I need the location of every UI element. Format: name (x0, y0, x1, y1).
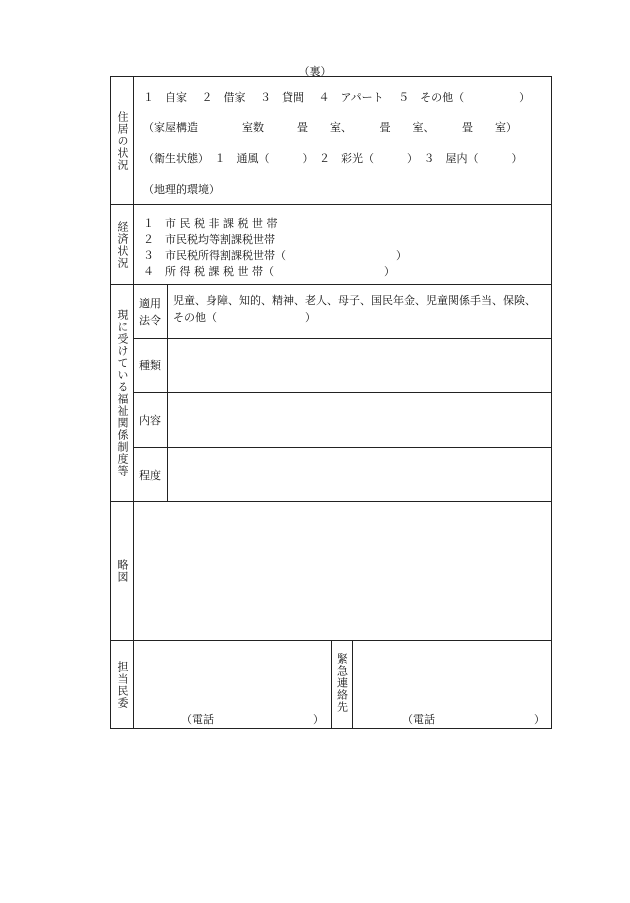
welfare-label: 現に受けている福祉関係制度等 (116, 309, 129, 477)
degree-label: 程度 (133, 448, 168, 502)
type-label: 種類 (133, 339, 168, 392)
house-structure-line: （家屋構造 室数 畳 室、 畳 室、 畳 室） (143, 121, 517, 134)
content-row (133, 393, 551, 448)
economy-item: ２ 市民税均等割課税世帯 (143, 233, 275, 246)
law-label: 適用 (139, 296, 161, 310)
map-area (133, 502, 551, 640)
degree-row (133, 448, 551, 502)
economy-label: 経済状況 (116, 220, 129, 269)
welfare-form (110, 76, 552, 729)
staff-cell (133, 641, 332, 728)
map-label: 略図 (116, 559, 129, 583)
emergency-contact-cell (354, 641, 551, 728)
content-label: 内容 (133, 393, 168, 447)
housing-section (111, 77, 551, 205)
welfare-section (111, 285, 551, 502)
economy-section (111, 205, 551, 285)
applicable-law-text: 児童、身障、知的、精神、老人、母子、国民年金、児童関係手当、保険、その他（ ） (173, 294, 536, 324)
map-section (111, 502, 551, 641)
economy-item: １ 市 民 税 非 課 税 世 帯 (143, 217, 278, 230)
staff-label: 担当民委 (116, 660, 129, 709)
housing-label: 住居の状況 (116, 110, 129, 171)
staff-section (111, 641, 551, 728)
staff-phone: （電話 ） (181, 713, 324, 726)
page-side-label: （裏） (298, 65, 332, 78)
applicable-law-row (133, 285, 551, 339)
emergency-contact-label: 緊急連絡先 (335, 653, 349, 713)
geographic-environment-line: （地理的環境） (143, 183, 220, 196)
law-label: 法令 (139, 313, 161, 327)
emergency-phone: （電話 ） (402, 713, 545, 726)
sanitary-condition-line: （衛生状態） １ 通風（ ） ２ 彩光（ ） ３ 屋内（ ） (143, 152, 523, 165)
type-row (133, 339, 551, 393)
economy-item: ４ 所 得 税 課 税 世 帯（ ） (143, 265, 395, 278)
economy-item: ３ 市民税所得割課税世帯（ ） (143, 249, 407, 262)
housing-type-options: １ 自家 ２ 借家 ３ 貸間 ４ アパート ５ その他（ ） (143, 91, 531, 104)
